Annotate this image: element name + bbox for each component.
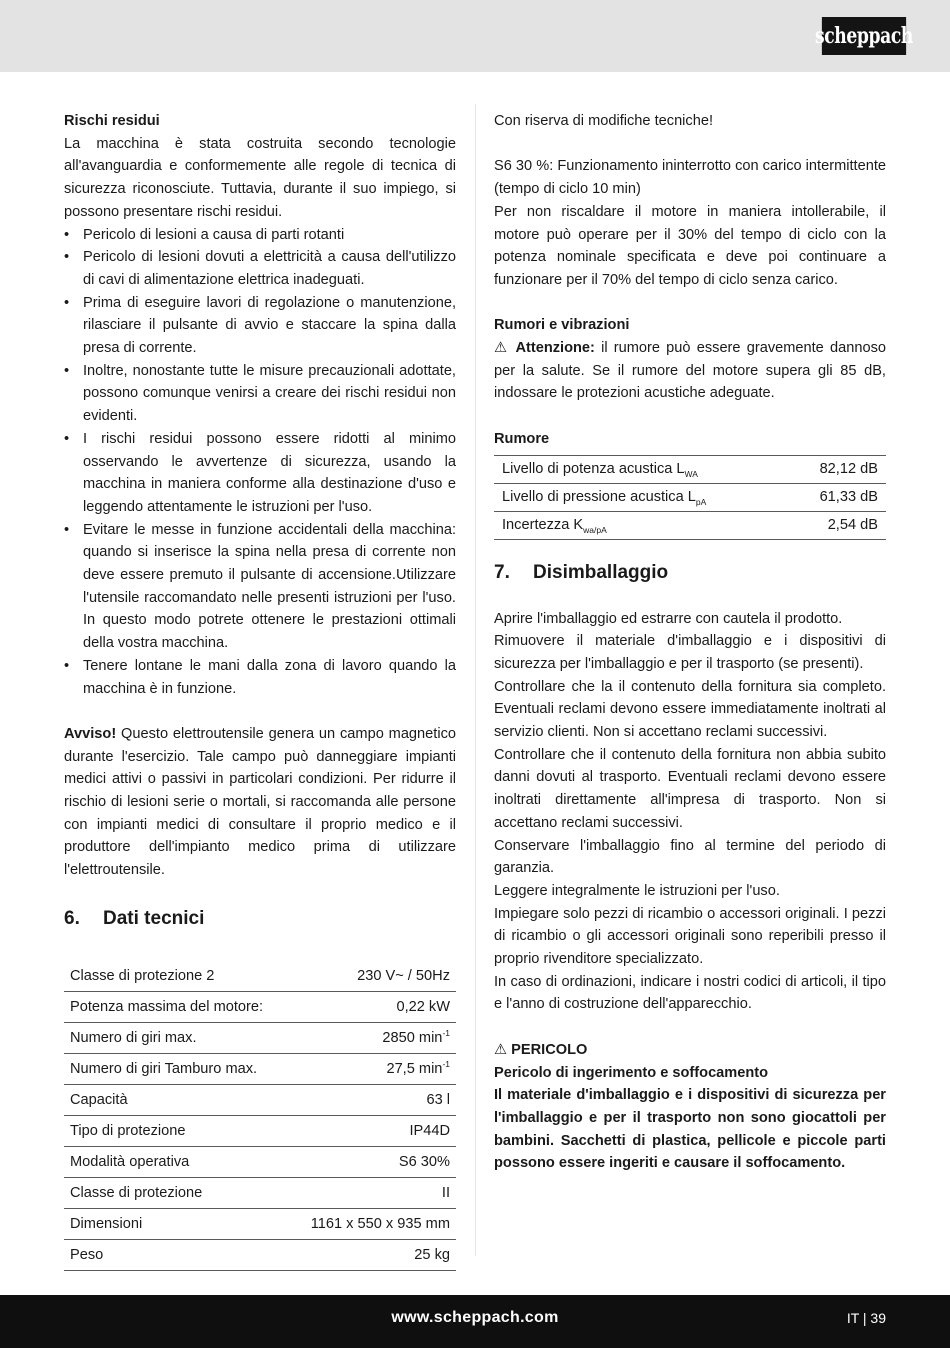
spec-label: Classe di protezione 2 bbox=[64, 961, 290, 992]
spec-value: 2850 $\min^{-1}$ bbox=[290, 1022, 456, 1053]
table-row bbox=[64, 1084, 456, 1115]
rischi-title: Rischi residui bbox=[64, 113, 160, 129]
table-row bbox=[64, 1177, 456, 1208]
unpack-paragraph: Controllare che la il contenuto della fornitura sia completo. Eventuali reclami devono essere immediatamente inoltrati al servizio clienti. Non si accettano reclami successivi. bbox=[494, 678, 886, 741]
spec-value: IP44D bbox=[290, 1115, 456, 1146]
spec-label: Tipo di protezione bbox=[64, 1115, 290, 1146]
spec-label: Peso bbox=[64, 1239, 290, 1270]
table-row bbox=[64, 961, 456, 992]
noise-value: 2,54 dB bbox=[787, 511, 886, 539]
spec-value: 1161 x 550 x 935 mm bbox=[290, 1208, 456, 1239]
unpack-paragraph: Rimuovere il materiale d'imballaggio e i dispositivi di sicurezza per l'imballaggio e per il trasporto (se presenti). bbox=[494, 633, 886, 672]
warning-text: il rumore può essere gravemente dannoso per la salute. Se il rumore del motore supera gli 85 dB, indossare le protezioni acustiche adeguate. bbox=[494, 340, 886, 402]
left-column bbox=[64, 110, 456, 1271]
spec-label: Dimensioni bbox=[64, 1208, 290, 1239]
rischi-item: • Pericolo di lesioni a causa di parti rotanti bbox=[64, 224, 456, 247]
danger-subtitle: Pericolo di ingerimento e soffocamento bbox=[494, 1064, 769, 1081]
spec-label: Numero di giri Tamburo max. bbox=[64, 1053, 290, 1084]
section-heading-disimballaggio bbox=[494, 560, 886, 586]
s6-text: Per non riscaldare il motore in maniera intollerabile, il motore può operare per il 30% del tempo di ciclo con la potenza nominale specificata e deve poi continuare a funzionare per il 70% del tempo di ciclo senza carico. bbox=[494, 203, 886, 288]
spec-value: 0,22 kW bbox=[290, 991, 456, 1022]
riserva-text: Con riserva di modifiche tecniche! bbox=[494, 113, 714, 129]
noise-label: Livello di potenza acustica $L_{WA}$ bbox=[494, 455, 787, 483]
table-row bbox=[494, 483, 886, 511]
danger-label: PERICOLO bbox=[511, 1041, 588, 1058]
avviso-label: Avviso! bbox=[64, 725, 117, 742]
warning-icon: ⚠ bbox=[494, 340, 510, 356]
unpack-paragraph: In caso di ordinazioni, indicare i nostri codici di articoli, il tipo e l'anno di costruzione dell'apparecchio. bbox=[494, 973, 886, 1013]
noise-value: 82,12 dB bbox=[787, 455, 886, 483]
rischi-intro: La macchina è stata costruita secondo tecnologie all'avanguardia e conformemente alle regole di tecnica di sicurezza riconosciute. Tuttavia, durante il suo impiego, si possono presentare rischi residui. bbox=[64, 135, 456, 220]
spec-value: 230 V~ / 50Hz bbox=[290, 961, 456, 992]
rumore-title: Rumore bbox=[494, 430, 550, 447]
rischi-list bbox=[64, 224, 456, 701]
noise-label: Incertezza $K_{wa/pA}$ bbox=[494, 511, 787, 539]
unpack-paragraph: Aprire l'imballaggio ed estrarre con cautela il prodotto. bbox=[494, 610, 843, 627]
section-title: Dati tecnici bbox=[103, 907, 205, 929]
spec-label: Potenza massima del motore: bbox=[64, 991, 290, 1022]
table-row bbox=[64, 1022, 456, 1053]
table-row bbox=[64, 1208, 456, 1239]
spec-label: Classe di protezione bbox=[64, 1177, 290, 1208]
rumori-warning bbox=[494, 337, 886, 405]
warning-label: Attenzione: bbox=[515, 340, 595, 356]
rischi-item: • I rischi residui possono essere ridotti al minimo osservando le avvertenze di sicurezza, usando la macchina in maniera conforme alla destinazione d'uso e leggendo attentamente le istruzioni per l'uso. bbox=[64, 428, 456, 519]
footer-url: www.scheppach.com bbox=[391, 1309, 559, 1326]
noise-label: Livello di pressione acustica $L_{pA}$ bbox=[494, 483, 787, 511]
rumori-title: Rumori e vibrazioni bbox=[494, 317, 630, 334]
section-number: 7. bbox=[494, 561, 510, 583]
unpack-paragraph: Leggere integralmente le istruzioni per l'uso. bbox=[494, 882, 780, 899]
spec-value: 27,5 $\min^{-1}$ bbox=[290, 1053, 456, 1084]
avviso-text: Questo elettroutensile genera un campo magnetico durante l'esercizio. Tale campo può danneggiare impianti medici attivi o passivi in particolari condizioni. Per ridurre il rischio di lesioni serie o mortali, si raccomanda alle persone con impianti medici di consultare il proprio medico e il produttore dell'impianto medico prima di utilizzare l'elettroutensile. bbox=[64, 725, 456, 879]
rischi-item: • Evitare le messe in funzione accidentali della macchina: quando si inserisce la spina nella presa di corrente non deve essere premuto il pulsante di accensione.Utilizzare l'utensile raccomandato nelle presenti istruzioni per l'uso. In questo modo potrete ottenere le prestazioni ottimali della vostra macchina. bbox=[64, 519, 456, 655]
table-row bbox=[64, 1239, 456, 1270]
warning-icon: ⚠ bbox=[494, 1041, 508, 1058]
rischi-item: • Pericolo di lesioni dovuti a elettricità a causa dell'utilizzo di cavi di alimentazione elettrica inadeguati. bbox=[64, 246, 456, 291]
section-heading-dati-tecnici bbox=[64, 906, 456, 932]
page-number: IT | 39 bbox=[846, 1310, 886, 1326]
column-divider bbox=[475, 104, 476, 1256]
spec-value: 25 kg bbox=[290, 1239, 456, 1270]
rischi-item: • Tenere lontane le mani dalla zona di lavoro quando la macchina è in funzione. bbox=[64, 655, 456, 700]
unpack-paragraph: Impiegare solo pezzi di ricambio o accessori originali. I pezzi di ricambio o gli accessori originali sono reperibili presso il proprio rivenditore specializzato. bbox=[494, 905, 886, 968]
footer-bar bbox=[0, 1295, 950, 1348]
tech-data-table bbox=[64, 961, 456, 1271]
rischi-item: • Inoltre, nonostante tutte le misure precauzionali adottate, possono comunque venirsi a creare dei rischi residui non evidenti. bbox=[64, 360, 456, 428]
spec-value: II bbox=[290, 1177, 456, 1208]
noise-table bbox=[494, 455, 886, 540]
spec-label: Capacità bbox=[64, 1084, 290, 1115]
section-title: Disimballaggio bbox=[533, 561, 669, 583]
unpack-paragraph: Controllare che il contenuto della fornitura non abbia subito danni dovuti al trasporto. Eventuali reclami devono essere inoltrati direttamente all'impresa di trasporto. Non si accettano reclami successivi. bbox=[494, 746, 886, 831]
table-row bbox=[494, 455, 886, 483]
avviso-paragraph bbox=[64, 723, 456, 882]
table-row bbox=[494, 511, 886, 539]
unpack-paragraph: Conservare l'imballaggio fino al termine del periodo di garanzia. bbox=[494, 837, 886, 877]
table-row bbox=[64, 1146, 456, 1177]
spec-label: Modalità operativa bbox=[64, 1146, 290, 1177]
table-row bbox=[64, 991, 456, 1022]
scheppach-logo: scheppach bbox=[822, 17, 906, 55]
right-column bbox=[494, 110, 886, 1175]
danger-text: Il materiale d'imballaggio e i dispositivi di sicurezza per l'imballaggio e per il trasporto non sono giocattoli per bambini. Sacchetti di plastica, pellicole e piccole parti possono essere ingeriti e causare il soffocamento. bbox=[494, 1087, 886, 1172]
section-number: 6. bbox=[64, 907, 80, 929]
header-bar bbox=[0, 0, 950, 72]
danger-heading bbox=[494, 1039, 886, 1062]
spec-label: Numero di giri max. bbox=[64, 1022, 290, 1053]
noise-value: 61,33 dB bbox=[787, 483, 886, 511]
spec-value: 63 l bbox=[290, 1084, 456, 1115]
table-row bbox=[64, 1115, 456, 1146]
s6-line: S6 30 %: Funzionamento ininterrotto con carico intermittente (tempo di ciclo 10 min) bbox=[494, 158, 886, 198]
spec-value: S6 30% bbox=[290, 1146, 456, 1177]
table-row bbox=[64, 1053, 456, 1084]
rischi-item: • Prima di eseguire lavori di regolazione o manutenzione, rilasciare il pulsante di avvio e staccare la spina dalla presa di corrente. bbox=[64, 292, 456, 360]
